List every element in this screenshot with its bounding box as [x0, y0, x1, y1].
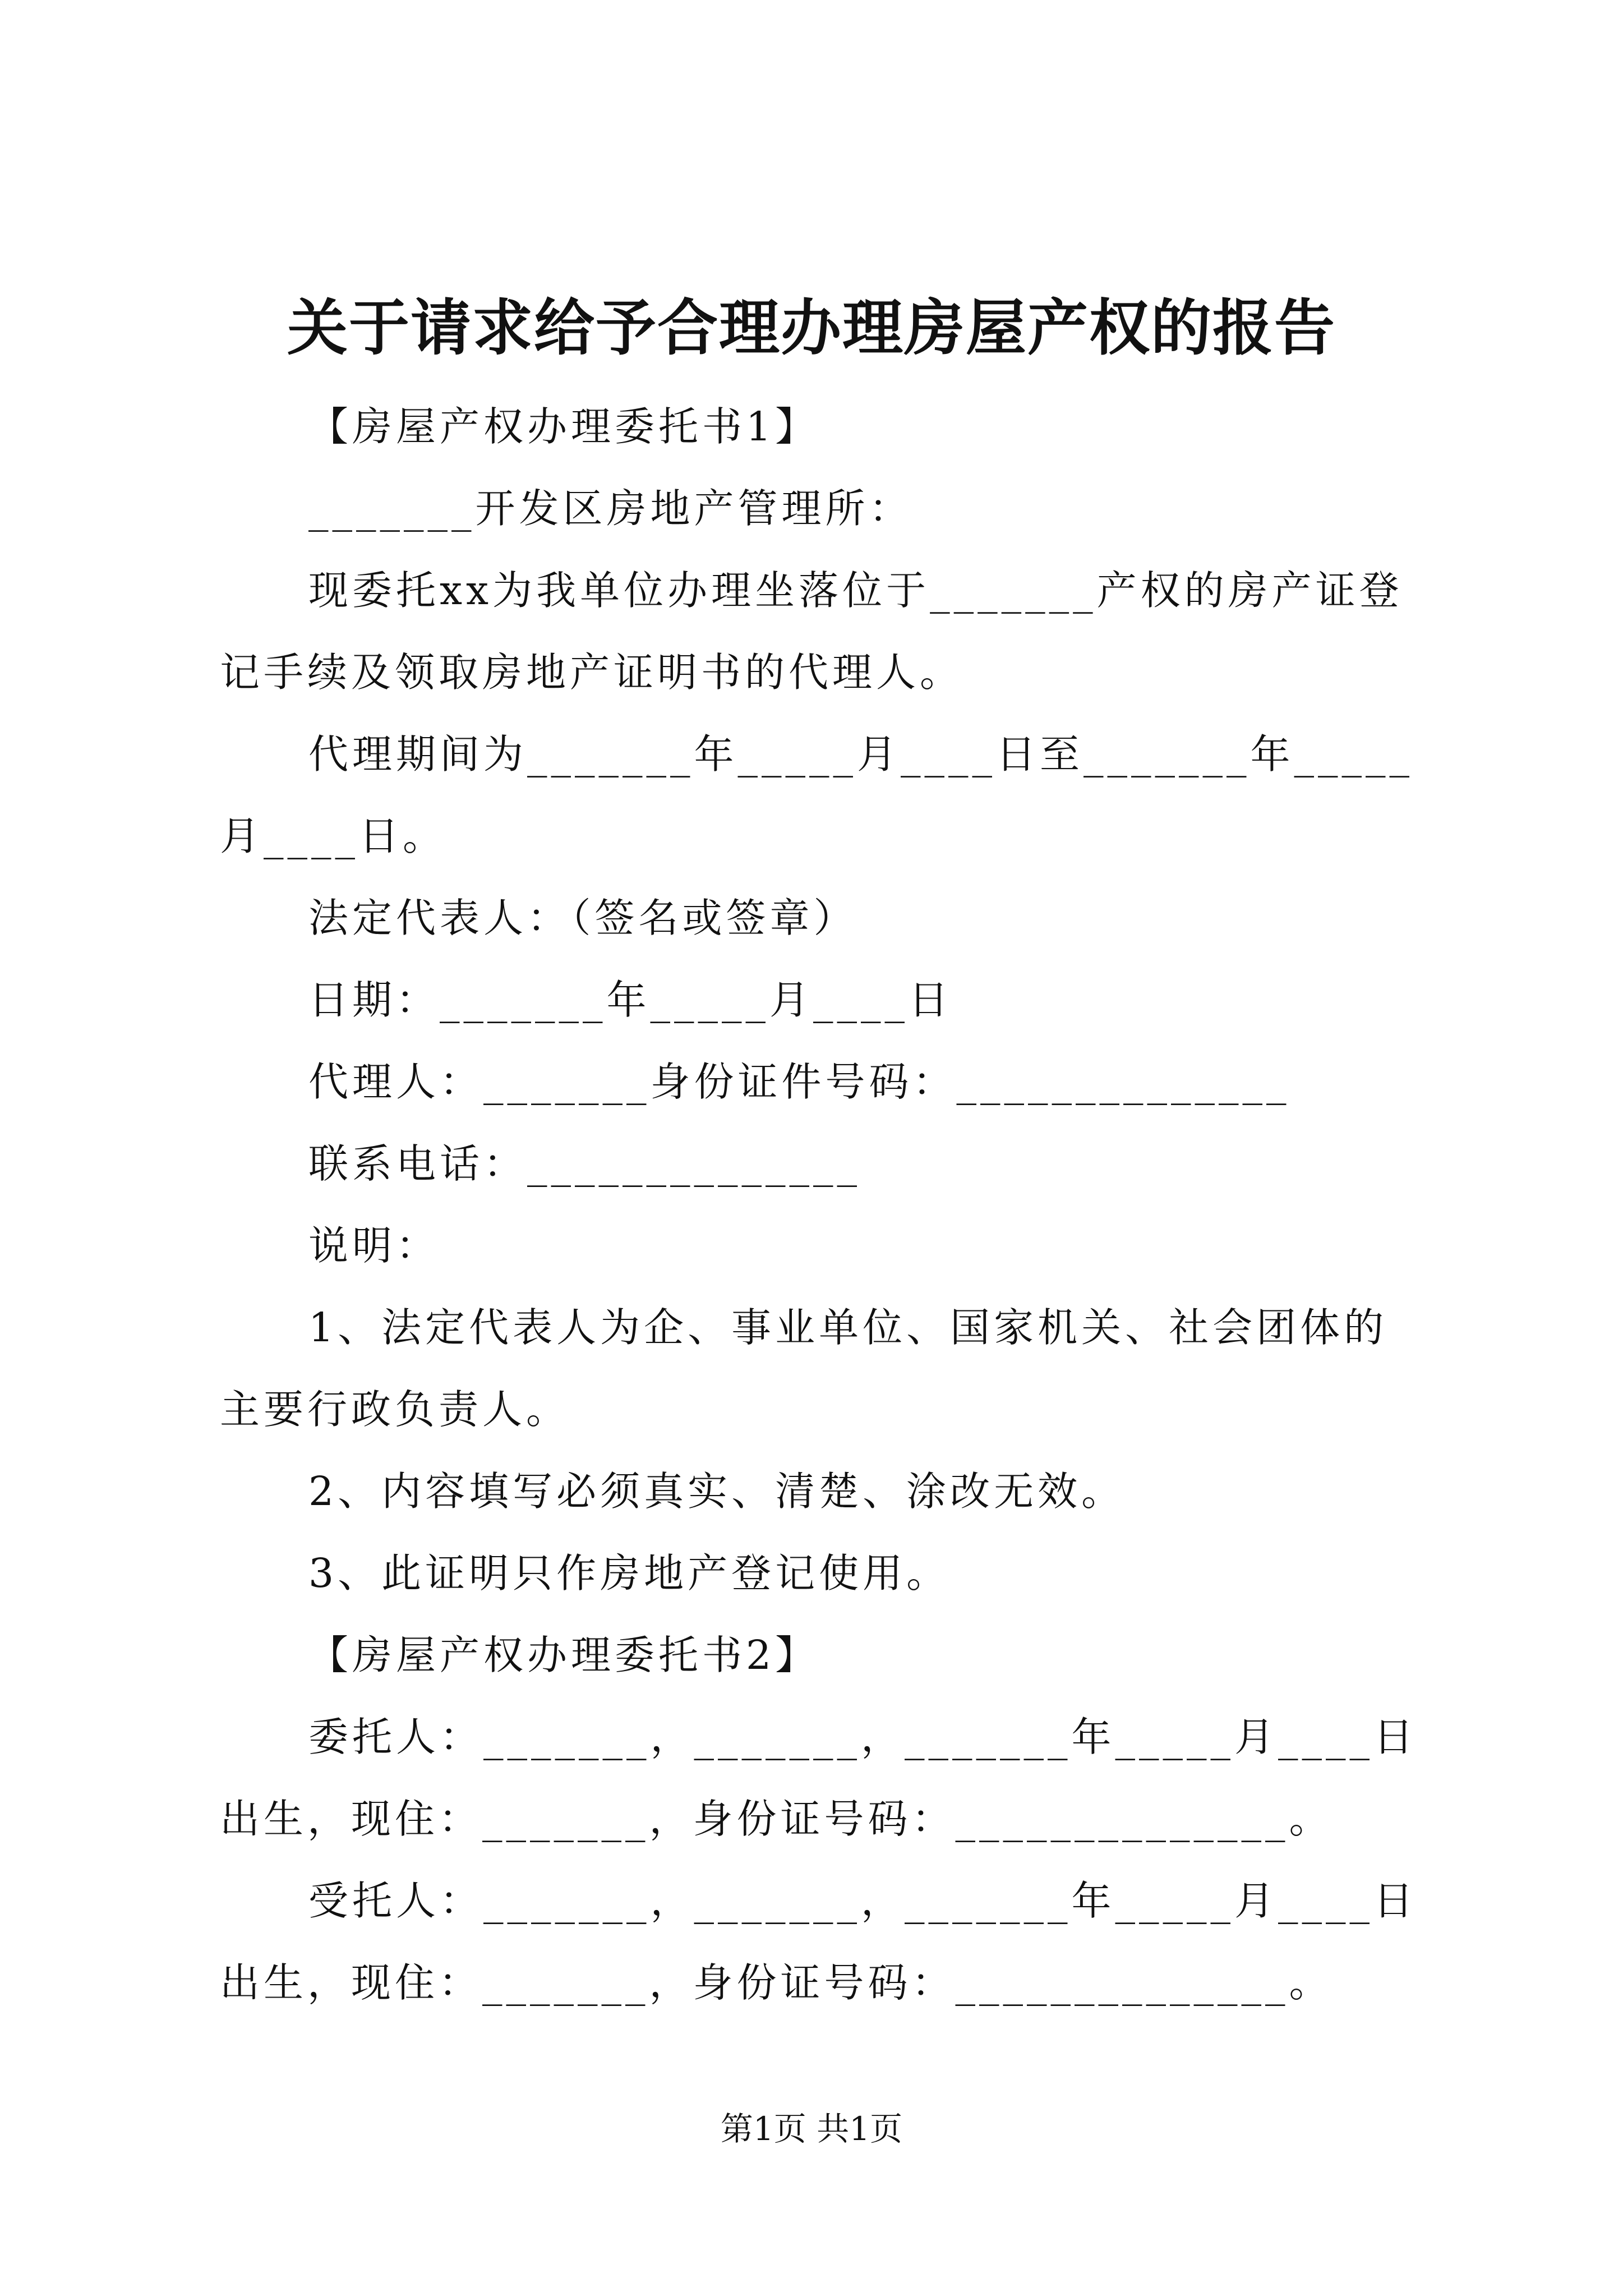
document-body [220, 386, 1420, 2024]
agency-period-paragraph: 代理期间为_______年_____月____日至_______年_____月____日。 [220, 731, 1414, 859]
section-heading-2: 【房屋产权办理委托书2】 [308, 1632, 819, 1678]
note-item-1: 1、法定代表人为企、事业单位、国家机关、社会团体的主要行政负责人。 [220, 1304, 1388, 1433]
trustee-paragraph: 受托人：_______，_______，_______年_____月____日出生，现住：_______，身份证号码：______________。 [220, 1878, 1418, 2006]
agent-id-line: 代理人：_______身份证件号码：______________ [308, 1059, 1290, 1105]
note-item-2: 2、内容填写必须真实、清楚、涂改无效。 [308, 1468, 1126, 1515]
legal-representative-line: 法定代表人：（签名或签章） [308, 895, 857, 941]
page-footer: 第1页 共1页 [720, 2110, 903, 2148]
principal-paragraph: 委托人：_______，_______，_______年_____月____日出生，现住：_______，身份证号码：______________。 [220, 1714, 1418, 1842]
date-line: 日期：_______年_____月____日 [308, 977, 953, 1023]
document-title: 关于请求给予合理办理房屋产权的报告 [287, 293, 1336, 364]
delegation-paragraph: 现委托xx为我单位办理坐落位于_______产权的房产证登记手续及领取房地产证明书的代理人。 [220, 567, 1403, 696]
notes-heading: 说明： [308, 1222, 440, 1269]
phone-line: 联系电话：______________ [308, 1140, 861, 1187]
section-heading-1: 【房屋产权办理委托书1】 [308, 403, 819, 450]
addressee-line: _______开发区房地产管理所： [308, 485, 913, 532]
note-item-3: 3、此证明只作房地产登记使用。 [308, 1550, 951, 1596]
